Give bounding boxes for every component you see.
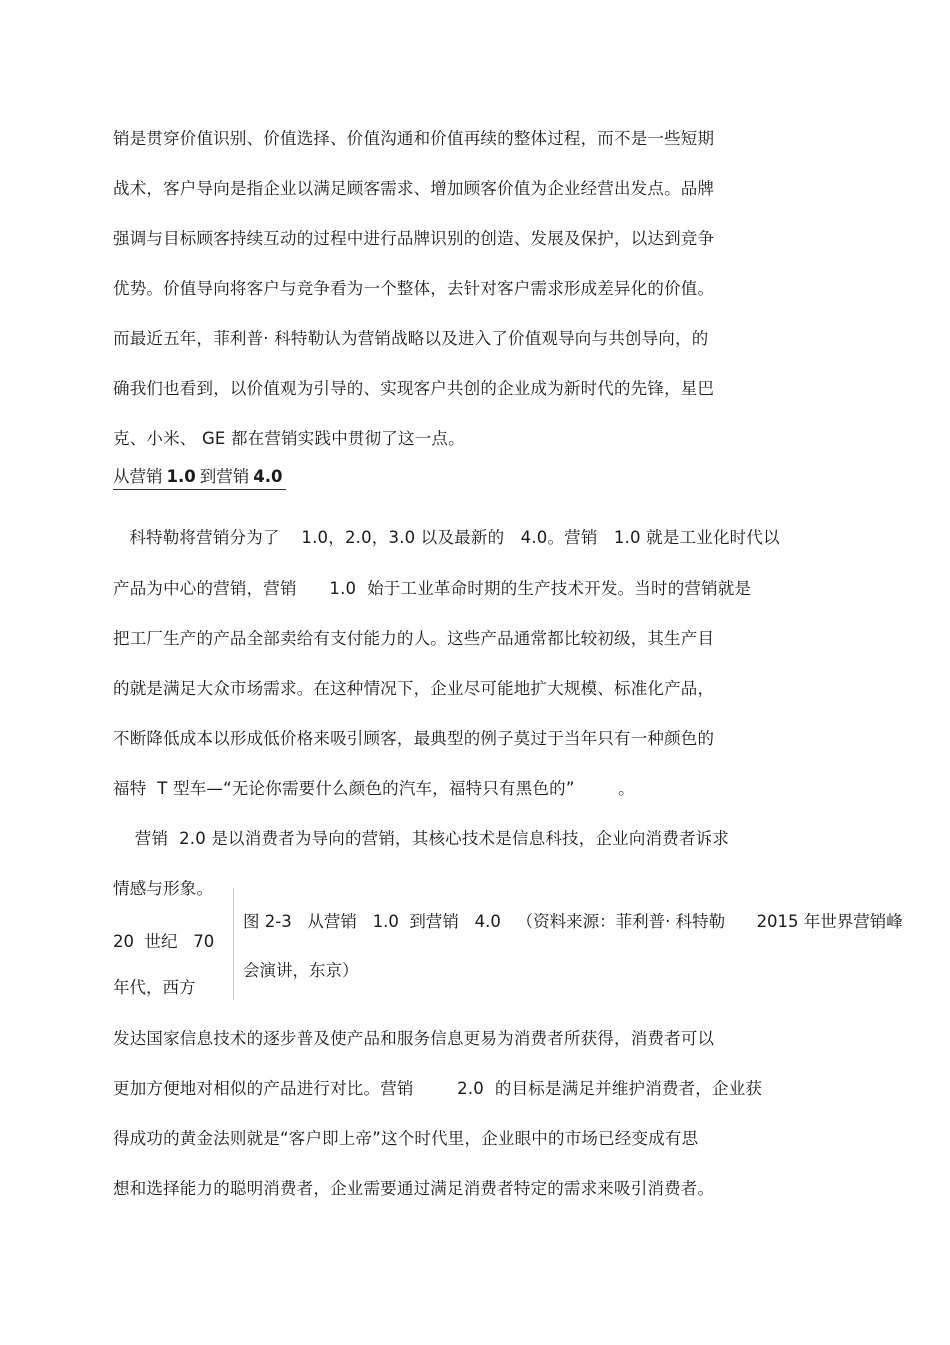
- caption-line: 图 2-3 从营销 1.0 到营销 4.0 （资料来源：菲利普· 科特勒 2015 年世界营销峰: [243, 912, 903, 931]
- text-line: 战术，客户导向是指企业以满足顾客需求、增加顾客价值为企业经营出发点。品牌: [113, 179, 715, 198]
- text-line: 发达国家信息技术的逐步普及使产品和服务信息更易为消费者所获得，消费者可以: [113, 1029, 715, 1048]
- heading-text: 从营销: [113, 467, 163, 486]
- text-line: 科特勒将营销分为了 1.0，2.0，3.0 以及最新的 4.0。营销 1.0 就是工业化时代以: [113, 528, 780, 547]
- text-line: 情感与形象。: [113, 879, 214, 898]
- text-line: 想和选择能力的聪明消费者，企业需要通过满足消费者特定的需求来吸引消费者。: [113, 1179, 715, 1198]
- figure-divider: [233, 888, 234, 1000]
- text-line: 营销 2.0 是以消费者为导向的营销，其核心技术是信息科技，企业向消费者诉求: [113, 829, 730, 848]
- text-line: 销是贯穿价值识别、价值选择、价值沟通和价值再续的整体过程，而不是一些短期: [113, 129, 715, 148]
- caption-line: 会演讲，东京）: [243, 961, 359, 980]
- text-line: 确我们也看到，以价值观为引导的、实现客户共创的企业成为新时代的先锋，星巴: [113, 379, 715, 398]
- text-line: 克、小米、 GE 都在营销实践中贯彻了这一点。: [113, 429, 465, 448]
- text-line: 得成功的黄金法则就是“客户即上帝”这个时代里，企业眼中的市场已经变成有思: [113, 1129, 699, 1148]
- text-line: 把工厂生产的产品全部卖给有支付能力的人。这些产品通常都比较初级，其生产目: [113, 629, 715, 648]
- heading-text: 到营销: [199, 467, 250, 486]
- side-text-line: 年代，西方: [113, 978, 196, 997]
- side-text-line: 20 世纪 70: [113, 932, 215, 951]
- text-line: 产品为中心的营销，营销 1.0 始于工业革命时期的生产技术开发。当时的营销就是: [113, 579, 752, 598]
- text-line: 而最近五年，菲利普· 科特勒认为营销战略以及进入了价值观导向与共创导向，的: [113, 329, 709, 348]
- text-line: 福特 T 型车—“无论你需要什么颜色的汽车，福特只有黑色的” 。: [113, 779, 635, 798]
- text-line: 不断降低成本以形成低价格来吸引顾客，最典型的例子莫过于当年只有一种颜色的: [113, 729, 715, 748]
- text-line: 的就是满足大众市场需求。在这种情况下，企业尽可能地扩大规模、标准化产品，: [113, 679, 715, 698]
- text-line: 优势。价值导向将客户与竞争看为一个整体，去针对客户需求形成差异化的价值。: [113, 279, 715, 298]
- heading-number: 1.0: [166, 467, 196, 486]
- section-heading: [113, 466, 286, 490]
- heading-number: 4.0: [253, 467, 283, 486]
- text-line: 强调与目标顾客持续互动的过程中进行品牌识别的创造、发展及保护，以达到竞争: [113, 229, 715, 248]
- text-line: 更加方便地对相似的产品进行对比。营销 2.0 的目标是满足并维护消费者，企业获: [113, 1079, 763, 1098]
